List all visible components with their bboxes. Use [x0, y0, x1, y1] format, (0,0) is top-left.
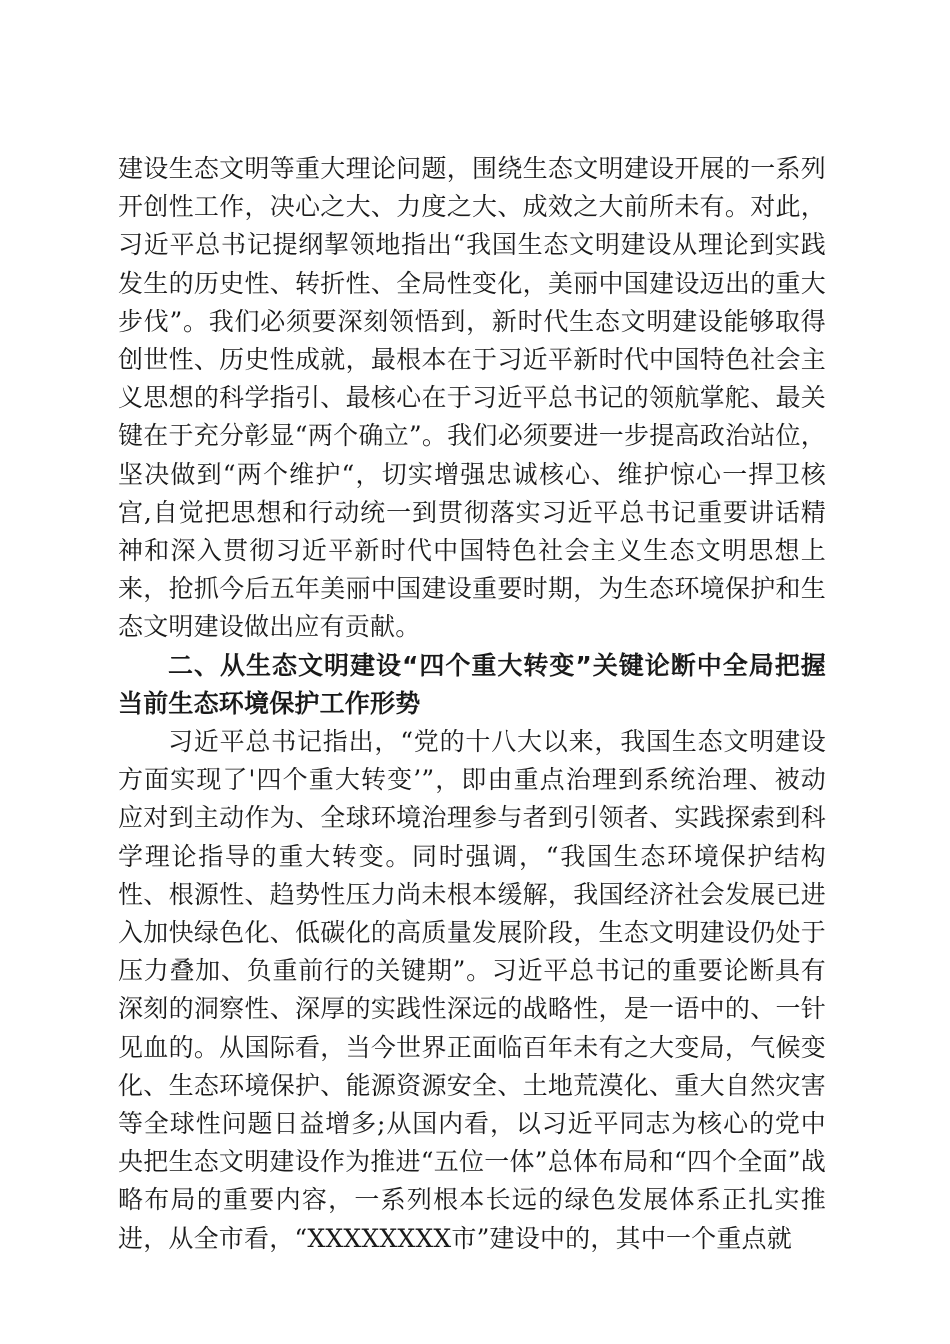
body-paragraph-continuation: 建设生态文明等重大理论问题，围绕生态文明建设开展的一系列开创性工作，决心之大、力度之大、成效之大前所未有。对此，习近平总书记提纲挈领地指出“我国生态文明建设从理论到实践发生的历史性、转折性、全局性变化，美丽中国建设迈出的重大步伐”。我们必须要深刻领悟到，新时代生态文明建设能够取得创世性、历史性成就，最根本在于习近平新时代中国特色社会主义思想的科学指引、最核心在于习近平总书记的领航掌舵、最关键在于充分彰显“两个确立”。我们必须要进一步提高政治站位，坚决做到“两个维护“，切实增强忠诚核心、维护惊心一捍卫核宫,自觉把思想和行动统一到贯彻落实习近平总书记重要讲话精神和深入贯彻习近平新时代中国特色社会主义生态文明思想上来，抢抓今后五年美丽中国建设重要时期，为生态环境保护和生态文明建设做出应有贡献。: [118, 154, 826, 642]
section-heading-2: 二、从生态文明建设“四个重大转变”关键论断中全局把握当前生态环境保护工作形势: [118, 650, 826, 718]
document-page: [118, 150, 826, 1258]
body-paragraph-section-2: 习近平总书记指出，“党的十八大以来，我国生态文明建设方面实现了'四个重大转变’”，即由重点治理到系统治理、被动应对到主动作为、全球环境治理参与者到引领者、实践探索到科学理论指导的重大转变。同时强调，“我国生态环境保护结构性、根源性、趋势性压力尚未根本缓解，我国经济社会发展已进入加快绿色化、低碳化的高质量发展阶段，生态文明建设仍处于压力叠加、负重前行的关键期”。习近平总书记的重要论断具有深刻的洞察性、深厚的实践性深远的战略性，是一语中的、一针见血的。从国际看，当今世界正面临百年未有之大变局，气候变化、生态环境保护、能源资源安全、土地荒漠化、重大自然灾害等全球性问题日益增多;从国内看，以习近平同志为核心的党中央把生态文明建设作为推进“五位一体”总体布局和“四个全面”战略布局的重要内容，一系列根本长远的绿色发展体系正扎实推进，从全市看，“XXXXXXXX市”建设中的，其中一个重点就: [118, 727, 826, 1253]
